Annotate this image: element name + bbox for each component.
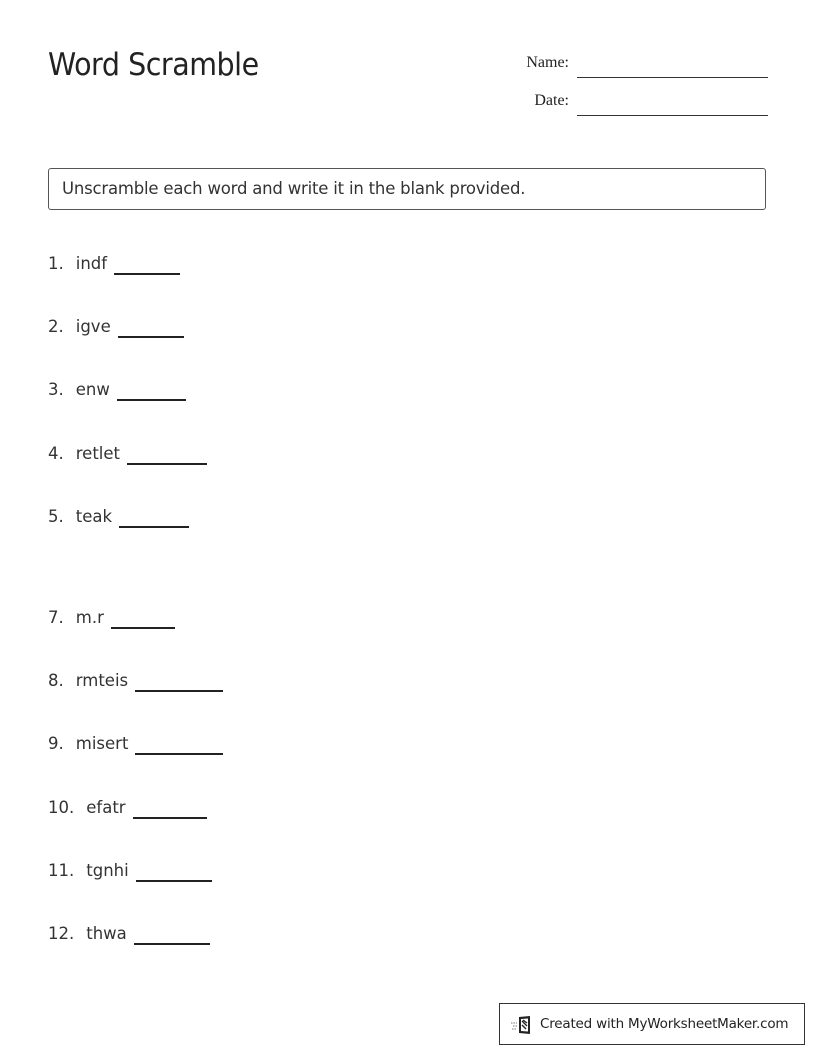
item-number: 1. (48, 254, 64, 273)
name-field-line[interactable] (577, 77, 768, 78)
page-title: Word Scramble (48, 47, 259, 83)
scrambled-word: teak (75, 507, 113, 526)
date-field-line[interactable] (577, 115, 768, 116)
item-number: 5. (48, 507, 64, 526)
answer-blank[interactable] (118, 336, 184, 338)
item-number: 10. (48, 798, 75, 817)
scrambled-word: misert (75, 734, 129, 753)
scramble-item (48, 252, 180, 276)
scrambled-word: rmteis (75, 671, 129, 690)
scramble-item (48, 378, 186, 402)
scrambled-word: igve (75, 317, 111, 336)
scrambled-word: efatr (86, 798, 126, 817)
scramble-item (48, 669, 223, 693)
scramble-item (48, 922, 210, 946)
answer-blank[interactable] (135, 690, 223, 692)
scramble-item (48, 859, 212, 883)
scrambled-word: indf (75, 254, 108, 273)
answer-blank[interactable] (134, 943, 210, 945)
answer-blank[interactable] (136, 880, 212, 882)
scrambled-word: tgnhi (86, 861, 129, 880)
answer-blank[interactable] (111, 627, 175, 629)
item-number: 9. (48, 734, 64, 753)
item-number: 4. (48, 444, 64, 463)
item-number: 3. (48, 380, 64, 399)
item-number: 12. (48, 924, 75, 943)
footer-text: Created with MyWorksheetMaker.com (540, 1016, 789, 1032)
item-number: 8. (48, 671, 64, 690)
instructions-box: Unscramble each word and write it in the blank provided. (48, 168, 766, 210)
item-number: 2. (48, 317, 64, 336)
item-number: 7. (48, 608, 64, 627)
answer-blank[interactable] (119, 526, 189, 528)
worksheet-logo-icon (511, 1015, 535, 1035)
item-number: 11. (48, 861, 75, 880)
scramble-item (48, 732, 223, 756)
answer-blank[interactable] (127, 463, 207, 465)
scramble-item (48, 442, 207, 466)
scramble-item (48, 505, 189, 529)
scrambled-word: retlet (75, 444, 120, 463)
answer-blank[interactable] (117, 399, 186, 401)
scramble-item (48, 606, 175, 630)
footer-badge (499, 1003, 805, 1045)
scrambled-word: enw (75, 380, 110, 399)
answer-blank[interactable] (135, 753, 223, 755)
scrambled-word: m.r (75, 608, 104, 627)
answer-blank[interactable] (133, 817, 207, 819)
scramble-item (48, 796, 207, 820)
answer-blank[interactable] (114, 273, 180, 275)
scramble-item (48, 315, 184, 339)
scrambled-word: thwa (86, 924, 127, 943)
